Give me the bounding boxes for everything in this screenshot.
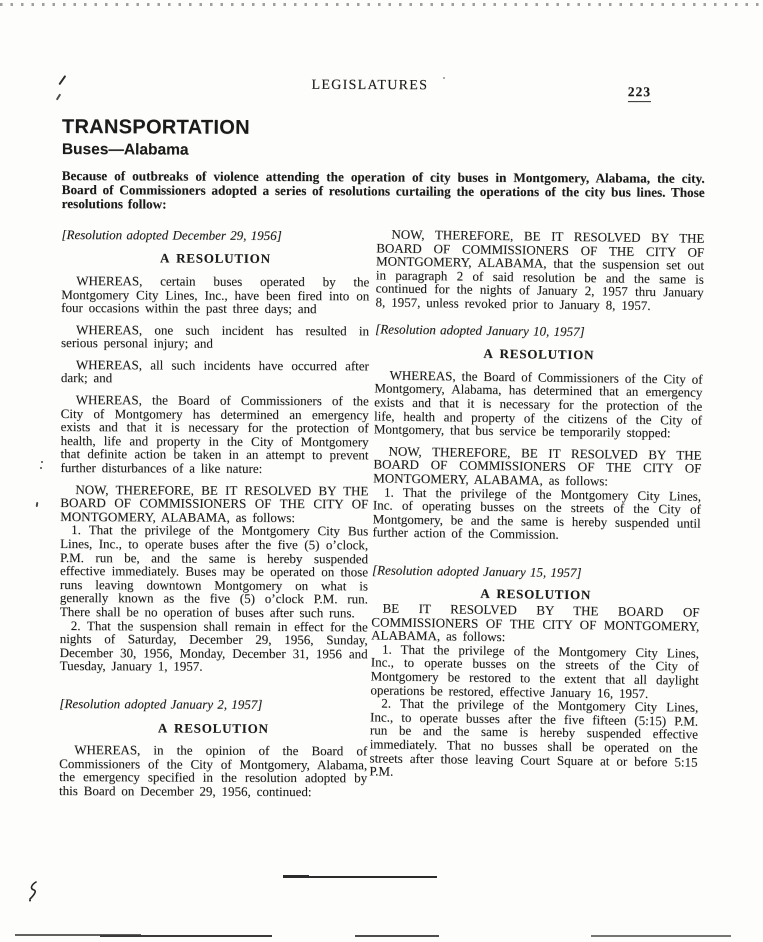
footer-rule <box>285 876 437 878</box>
ink-mark <box>26 880 42 902</box>
paragraph: NOW, THEREFORE, BE IT RESOLVED BY THE BOARD OF COMMISSIONERS OF THE CITY OF MONTGOMERY, ALABAMA, as follows: <box>373 442 702 489</box>
resolution-caption: [Resolution adopted December 29, 1956] <box>61 226 282 243</box>
paragraph: NOW, THEREFORE, BE IT RESOLVED BY THE BOARD OF COMMISSIONERS OF THE CITY OF MONTGOMERY, ALABAMA, that the suspension set out in paragraph 2 of said resolution be and the same is continued for the nights of January 2, 1957 thru January 8, 1957, unless revoked prior to January 8, 1957. <box>375 226 705 313</box>
page-top-edge-dots <box>0 3 763 6</box>
resolution-caption: [Resolution adopted January 2, 1957] <box>59 695 263 712</box>
resolution-heading: A RESOLUTION <box>483 345 595 363</box>
scan-speck <box>40 467 42 469</box>
paragraph: WHEREAS, the Board of Commissioners of the City of Montgomery has determined an emergency exists and that it is necessary for the protection of health, life and property in the City of Montgomery that definite action be taken in an attempt to prevent further disturbances of a like nature: <box>60 392 369 476</box>
scan-speck <box>41 461 43 463</box>
page-bottom-edge-mark <box>100 935 272 937</box>
paragraph: WHEREAS, one such incident has resulted in serious personal injury; and <box>60 321 370 351</box>
page-number: 223 <box>628 84 651 102</box>
right-column <box>369 227 705 811</box>
page-content <box>59 116 705 808</box>
paragraph: WHEREAS, certain buses operated by the Montgomery City Lines, Inc., have been fired into on four occasions within the past three days; and <box>61 272 370 317</box>
numbered-item: 1. That the privilege of the Montgomery City Lines, Inc. of operating busses on the streets of the City of Montgomery, be and the same is hereby suspended until further action of the Commission. <box>372 483 702 542</box>
numbered-item: 2. That the suspension shall remain in effect for the nights of Saturday, December 29, 1956, Sunday, December 30, 1956, Monday, December 31, 1956 and Tuesday, January 1, 1957. <box>59 617 368 674</box>
page-bottom-edge-mark <box>591 935 731 937</box>
numbered-item: 1. That the privilege of the Montgomery City Lines, Inc., to operate busses on the streets of the City of Montgomery be restored to the extent that all daylight operations be restored, effective January 16, 1957. <box>370 641 700 701</box>
resolution-heading: A RESOLUTION <box>157 719 269 736</box>
section-intro: Because of outbreaks of violence attending the operation of city buses in Montgomery, Alabama, the city. Board of Commissioners adopted a series of resolutions curtailing the operations of the city bus lines. Those resolutions follow: <box>61 167 705 212</box>
paragraph: WHEREAS, the Board of Commissioners of the City of Montgomery, Alabama, has determined that an emergency exists and that it is necessary for the protection of the life, health and property of the citizens of the City of Montgomery, that bus service be temporarily stopped: <box>373 367 703 441</box>
running-header-title: LEGISLATURES <box>311 77 429 94</box>
resolution-caption: [Resolution adopted January 10, 1957] <box>375 320 585 339</box>
running-header <box>0 76 763 103</box>
numbered-item: 1. That the privilege of the Montgomery City Bus Lines, Inc., to operate buses after the five (5) o’clock, P.M. run be, and the same is hereby suspended effective immediately. Buses may be operated on those runs leaving downtown Montgomery on what is generally known as the five (5) o’clock P.M. run. There shall be no operation of buses after such runs. <box>59 522 369 621</box>
section-subtitle: Buses—Alabama <box>61 140 189 159</box>
paragraph: BE IT RESOLVED BY THE BOARD OF COMMISSIONERS OF THE CITY OF MONTGOMERY, ALABAMA, as follows: <box>371 600 700 645</box>
page-bottom-edge-mark <box>355 935 439 937</box>
resolution-heading: A RESOLUTION <box>480 585 592 603</box>
numbered-item: 2. That the privilege of the Montgomery City Lines, Inc., to operate busses after the five fifteen (5:15) P.M. run be and the same is hereby suspended effective immediately. That no busses shall be operated on the streets after those leaving Court Square at or before 5:15 P.M. <box>369 695 699 779</box>
two-column-body <box>59 226 705 809</box>
resolution-caption: [Resolution adopted January 15, 1957] <box>371 561 582 580</box>
paragraph: NOW, THEREFORE, BE IT RESOLVED BY THE BOARD OF COMMISSIONERS OF THE CITY OF MONTGOMERY, ALABAMA, as follows: <box>60 481 369 525</box>
left-column <box>59 226 370 807</box>
section-title: TRANSPORTATION <box>61 116 250 139</box>
paragraph: WHEREAS, in the opinion of the Board of Commissioners of the City of Montgomery, Alabama, the emergency specified in the resolution adopted by this Board on December 29, 1956, continued: <box>59 742 368 800</box>
scan-speck <box>36 502 39 507</box>
paragraph: WHEREAS, all such incidents have occurred after dark; and <box>60 356 369 386</box>
resolution-heading: A RESOLUTION <box>159 250 271 267</box>
scan-speck <box>443 77 445 79</box>
